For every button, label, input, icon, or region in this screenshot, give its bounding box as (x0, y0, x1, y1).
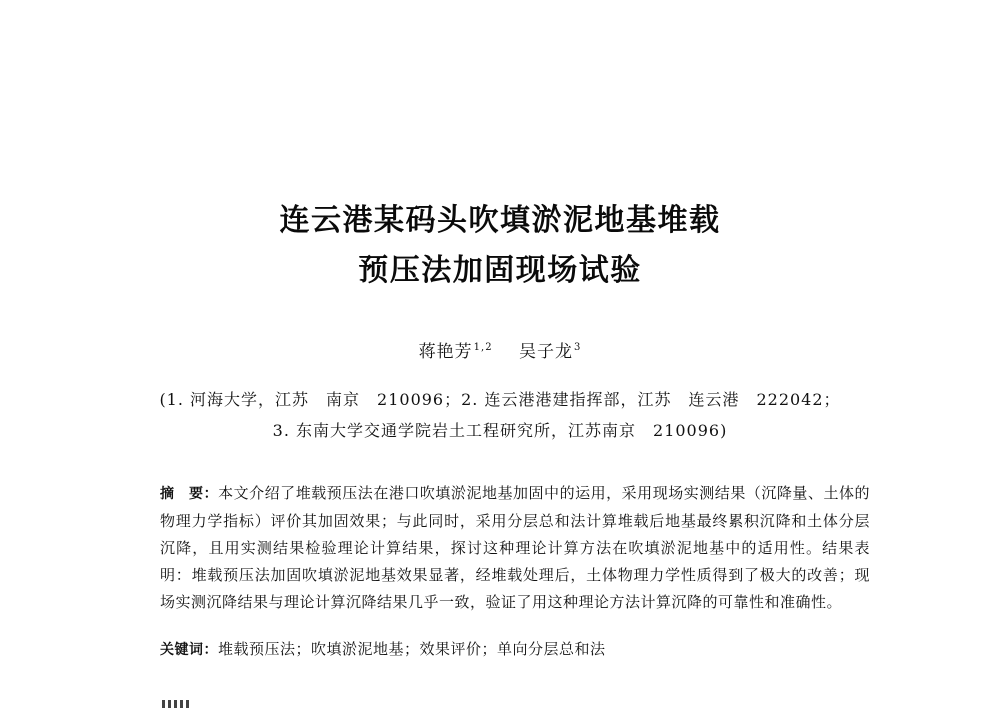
title-line-1: 连云港某码头吹填淤泥地基堆载 (279, 203, 721, 238)
keywords (160, 636, 870, 664)
author-name: 吴子龙 (518, 342, 573, 362)
title-line-2: 预压法加固现场试验 (358, 253, 642, 288)
author-list (0, 337, 1000, 362)
author-1 (419, 337, 493, 362)
keywords-text: 堆载预压法；吹填淤泥地基；效果评价；单向分层总和法 (218, 640, 606, 658)
author-2 (519, 337, 581, 362)
keywords-label: 关键词： (160, 642, 218, 658)
abstract-label: 摘 要： (160, 486, 219, 502)
abstract-text: 本文介绍了堆载预压法在港口吹填淤泥地基加固中的运用，采用现场实测结果（沉降量、土体的物理力学指标）评价其加固效果；与此同时，采用分层总和法计算堆载后地基最终累积沉降和土体分层沉降，且用实测结果检验理论计算结果，探讨这种理论计算方法在吹填淤泥地基中的适用性。结果表明：堆载预压法加固吹填淤泥地基效果显著，经堆载处理后，土体物理力学性质得到了极大的改善；现场实测沉降结果与理论计算沉降结果几乎一致，验证了用这种理论方法计算沉降的可靠性和准确性。 (160, 484, 870, 611)
author-affiliation-marker: 1,2 (473, 342, 493, 354)
author-name: 蒋艳芳 (418, 342, 473, 362)
affiliation-line-1: (1. 河海大学，江苏 南京 210096；2. 连云港港建指挥部，江苏 连云港 222042； (159, 390, 841, 409)
paper-title (0, 196, 1000, 296)
author-affiliation-marker: 3 (573, 342, 582, 354)
affiliation-line-2: 3. 东南大学交通学院岩土工程研究所，江苏南京 210096) (272, 421, 728, 440)
abstract (160, 480, 870, 616)
cut-off-heading-fragment (162, 700, 192, 708)
